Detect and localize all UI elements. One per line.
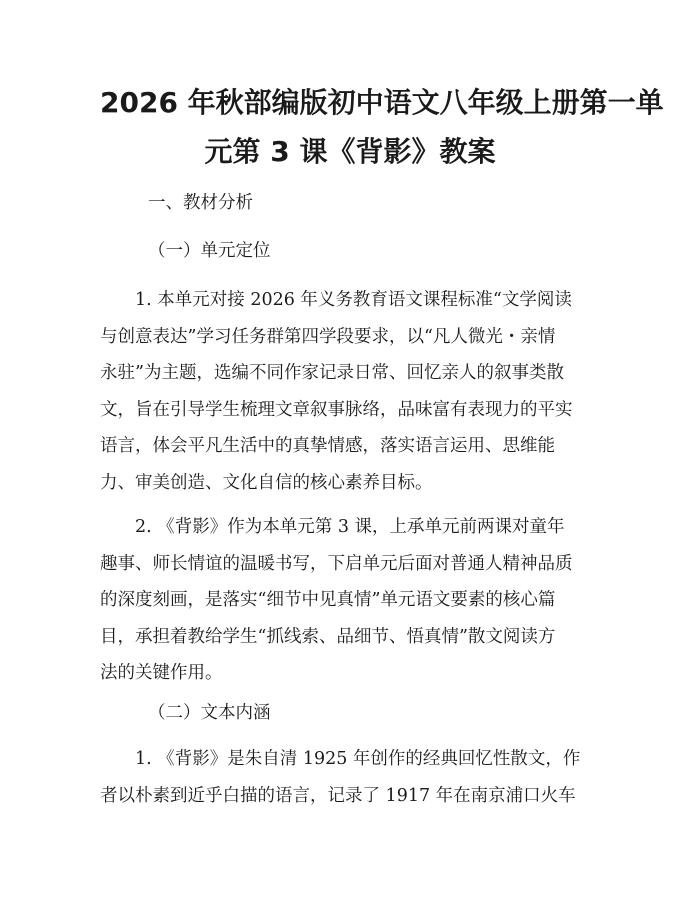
paragraph-line: 者以朴素到近乎白描的语言，记录了 1917 年在南京浦口火车 [100, 785, 576, 806]
paragraph-line: 的深度刻画，是落实“细节中见真情”单元语文要素的核心篇 [100, 590, 556, 610]
paragraph-line: 1. 《背影》是朱自清 1925 年创作的经典回忆性散文，作 [100, 749, 581, 769]
subsection-heading-unit-positioning: （一）单元定位 [148, 241, 271, 261]
paragraph-line: 语言，体会平凡生活中的真挚情感，落实语言运用、思维能 [100, 436, 555, 456]
document-title-line-1: 2026 年秋部编版初中语文八年级上册第一单 [100, 86, 664, 119]
paragraph-line: 永驻”为主题，选编不同作家记录日常、回忆亲人的叙事类散 [100, 363, 564, 383]
paragraph-line: 趣事、师长情谊的温暖书写，下启单元后面对普通人精神品质 [100, 553, 573, 574]
paragraph-line: 目，承担着教给学生“抓线索、品细节、悟真情”散文阅读方 [100, 626, 556, 647]
paragraph-unit-positioning-1 [100, 282, 610, 501]
document-title-line-2: 元第 3 课《背影》教案 [204, 135, 496, 168]
paragraph-text-connotation-1 [100, 741, 610, 814]
paragraph-line: 法的关键作用。 [100, 663, 223, 683]
section-heading: 一、教材分析 [148, 193, 253, 213]
paragraph-line: 与创意表达”学习任务群第四学段要求，以“凡人微光・亲情 [100, 326, 556, 347]
paragraph-line: 力、审美创造、文化自信的核心素养目标。 [100, 472, 433, 493]
paragraph-line: 1. 本单元对接 2026 年义务教育语文课程标准“文学阅读 [100, 290, 572, 310]
paragraph-line: 文，旨在引导学生梳理文章叙事脉络，品味富有表现力的平实 [100, 399, 573, 420]
paragraph-line: 2. 《背影》作为本单元第 3 课，上承单元前两课对童年 [100, 517, 565, 537]
subsection-heading-text-connotation: （二）文本内涵 [148, 703, 271, 723]
paragraph-unit-positioning-2 [100, 509, 610, 692]
